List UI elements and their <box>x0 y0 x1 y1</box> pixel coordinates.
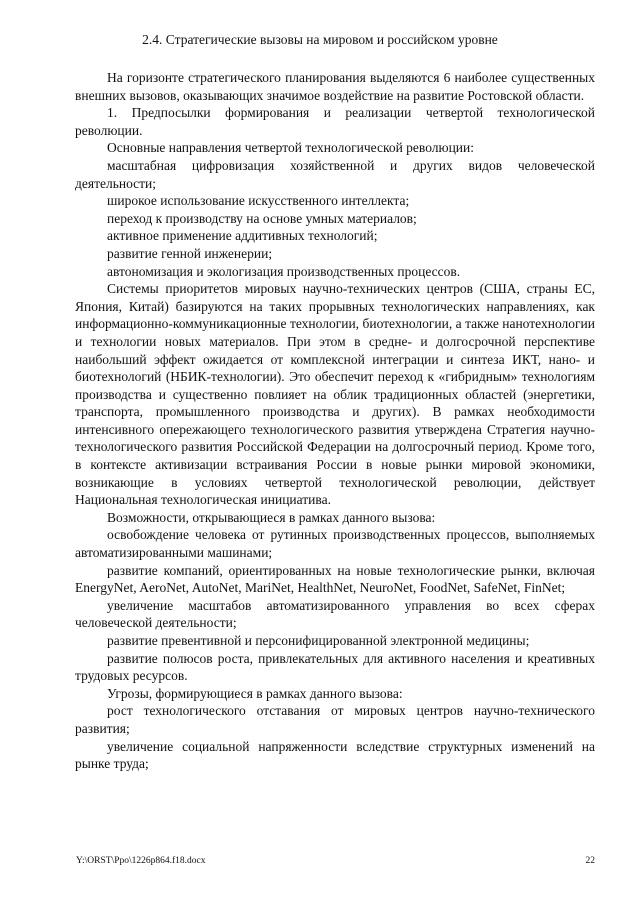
body-text <box>75 69 595 773</box>
list-item: развитие компаний, ориентированных на новые технологические рынки, включая EnergyNet, AeroNet, AutoNet, MariNet, HealthNet, NeuroNet, FoodNet, SafeNet, FinNet; <box>75 562 595 596</box>
paragraph: Возможности, открывающиеся в рамках данного вызова: <box>107 509 436 525</box>
paragraph: На горизонте стратегического планирования выделяются 6 наиболее существенных внешних вызовов, оказывающих значимое воздействие на развитие Ростовской области. <box>75 70 595 103</box>
list-item: автономизация и экологизация производственных процессов. <box>107 263 461 279</box>
paragraph: 1. Предпосылки формирования и реализации четвертой технологической революции. <box>75 105 595 138</box>
list-item: развитие генной инженерии; <box>107 245 273 261</box>
list-item: переход к производству на основе умных материалов; <box>107 210 417 226</box>
paragraph: Системы приоритетов мировых научно-технических центров (США, страны ЕС, Япония, Китай) базируются на таких прорывных технологических направлениях, как информационно-коммуникационные технологии, биотехнологии, а также нанотехнологии и технологии новых материалов. При этом в средне- и долгосрочной перспективе наибольший эффект ожидается от комплексной интеграции и синтеза ИКТ, нано- и биотехнологий (НБИК-технологии). Это обеспечит переход к «гибридным» технологиям производства и существенно повлияет на облик традиционных областей (энергетики, транспорта, промышленного производства и других). В рамках необходимости интенсивного опережающего технологического развития утверждена Стратегия научно-технологического развития Российской Федерации на долгосрочный период. Кроме того, в контексте активизации встраивания России в новые рынки мировой экономики, возникающие в условиях четвертой технологической революции, действует Национальная технологическая инициатива. <box>75 281 595 508</box>
footer-file-path: Y:\ORST\Ppo\1226p864.f18.docx <box>76 856 206 866</box>
list-item: широкое использование искусственного интеллекта; <box>107 193 410 209</box>
paragraph: Угрозы, формирующиеся в рамках данного вызова: <box>107 685 403 701</box>
page-number: 22 <box>585 856 595 866</box>
list-item: увеличение масштабов автоматизированного управления во всех сферах человеческой деятельности; <box>75 597 595 631</box>
list-item: развитие превентивной и персонифицированной электронной медицины; <box>107 633 530 648</box>
paragraph: Основные направления четвертой технологической революции: <box>107 140 475 156</box>
list-item: увеличение социальной напряженности вследствие структурных изменений на рынке труда; <box>75 738 595 772</box>
list-item: рост технологического отставания от мировых центров научно-технического развития; <box>75 703 595 736</box>
list-item: масштабная цифровизация хозяйственной и других видов человеческой деятельности; <box>75 157 595 191</box>
list-item: активное применение аддитивных технологий; <box>107 228 378 244</box>
list-item: развитие полюсов роста, привлекательных для активного населения и креативных трудовых ресурсов. <box>75 650 595 684</box>
section-heading: 2.4. Стратегические вызовы на мировом и российском уровне <box>142 32 498 47</box>
list-item: освобождение человека от рутинных производственных процессов, выполняемых автоматизированными машинами; <box>75 527 595 561</box>
